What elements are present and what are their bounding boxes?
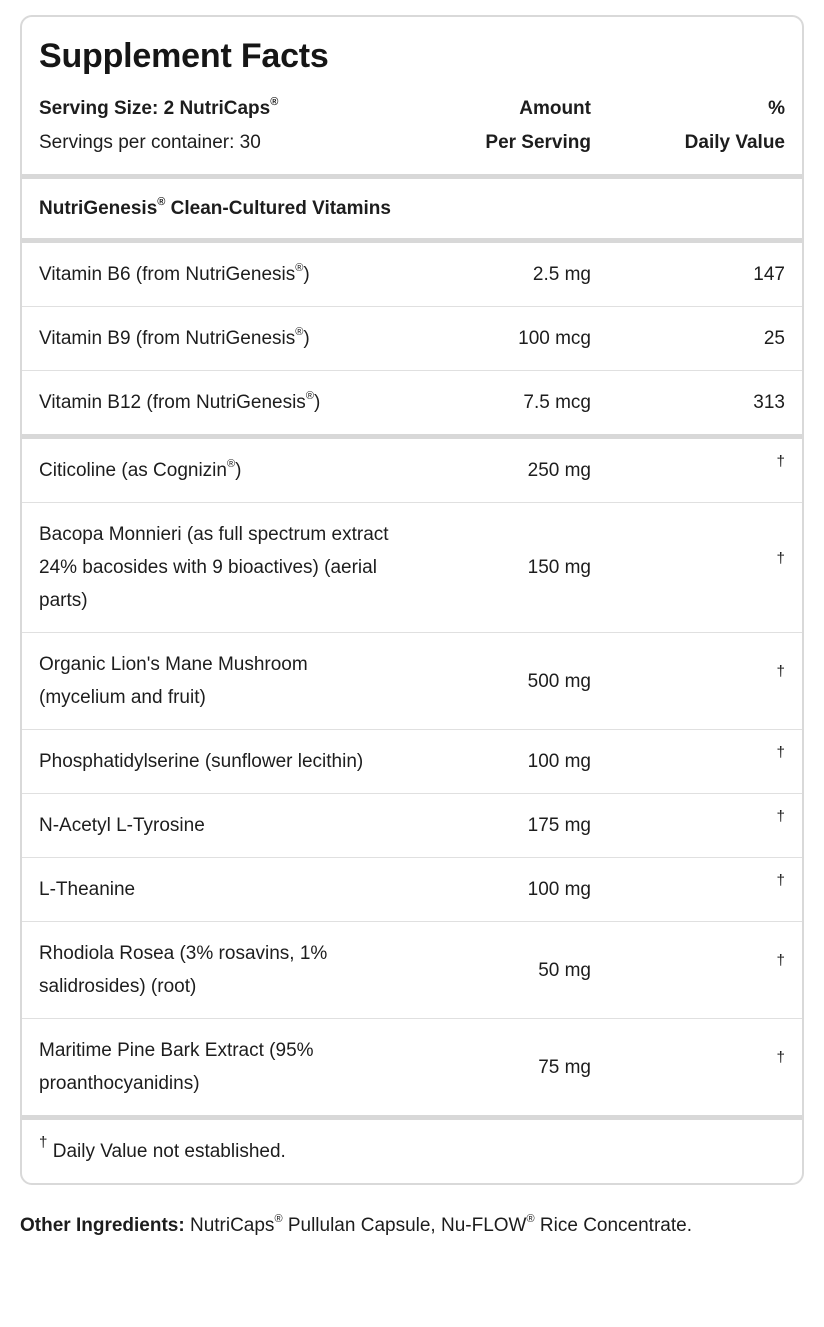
serving-info — [39, 92, 389, 160]
table-row — [22, 793, 802, 857]
ingredient-amount: 7.5 mcg — [523, 392, 591, 413]
ingredient-daily-value: † — [776, 871, 785, 889]
ingredient-daily-value: † — [776, 743, 785, 761]
ingredient-daily-value: † — [776, 549, 785, 567]
table-row — [22, 1018, 802, 1115]
ingredient-daily-value: † — [776, 452, 785, 470]
table-row — [22, 857, 802, 921]
other-ingredients — [20, 1211, 710, 1240]
ingredient-name: Vitamin B12 (from NutriGenesis®) — [39, 390, 321, 413]
dv-header-line1: % — [768, 98, 785, 119]
dv-header-line2: Daily Value — [684, 132, 785, 153]
table-row — [22, 434, 802, 502]
ingredient-name: Organic Lion's Mane Mushroom (mycelium and fruit) — [39, 654, 308, 708]
ingredient-daily-value: † — [776, 952, 785, 970]
table-row — [22, 632, 802, 729]
ingredient-amount: 175 mg — [527, 815, 591, 836]
ingredient-name: Rhodiola Rosea (3% rosavins, 1% salidrosides) (root) — [39, 943, 328, 997]
other-ingredients-label: Other Ingredients: — [20, 1215, 185, 1236]
ingredient-amount: 50 mg — [538, 959, 591, 981]
table-row — [22, 502, 802, 632]
label-header — [22, 17, 802, 174]
table-row — [22, 370, 802, 434]
ingredient-daily-value: 25 — [763, 328, 785, 349]
ingredient-amount: 100 mg — [527, 751, 591, 772]
table-row — [22, 729, 802, 793]
ingredient-name: L-Theanine — [39, 879, 136, 900]
footnote: † Daily Value not established. — [22, 1115, 802, 1183]
table-row — [22, 306, 802, 370]
ingredient-amount: 500 mg — [527, 670, 591, 692]
serving-size: Serving Size: 2 NutriCaps® — [39, 96, 279, 119]
label-title: Supplement Facts — [39, 37, 329, 75]
ingredient-name: Citicoline (as Cognizin®) — [39, 458, 242, 481]
ingredient-name: Vitamin B6 (from NutriGenesis®) — [39, 262, 310, 285]
supplement-facts-panel — [20, 15, 804, 1185]
ingredient-rows — [22, 238, 802, 1115]
ingredient-daily-value: 313 — [753, 392, 785, 413]
table-row — [22, 238, 802, 306]
ingredient-amount: 100 mcg — [518, 328, 591, 349]
ingredient-name: Vitamin B9 (from NutriGenesis®) — [39, 326, 310, 349]
daily-value-column-header — [591, 92, 785, 160]
amount-column-header — [389, 92, 591, 160]
ingredient-amount: 100 mg — [527, 879, 591, 900]
ingredient-name: N-Acetyl L-Tyrosine — [39, 815, 205, 836]
ingredient-name: Maritime Pine Bark Extract (95% proanthocyanidins) — [39, 1040, 314, 1094]
ingredient-name: Bacopa Monnieri (as full spectrum extract 24% bacosides with 9 bioactives) (aerial parts) — [39, 524, 389, 611]
ingredient-amount: 150 mg — [527, 557, 591, 578]
table-row — [22, 921, 802, 1018]
amount-header-line1: Amount — [519, 98, 591, 119]
ingredient-daily-value: † — [776, 807, 785, 825]
ingredient-amount: 2.5 mg — [532, 264, 591, 285]
ingredient-name: Phosphatidylserine (sunflower lecithin) — [39, 751, 364, 772]
amount-header-line2: Per Serving — [485, 132, 591, 153]
ingredient-daily-value: 147 — [753, 264, 785, 285]
ingredient-amount: 250 mg — [527, 460, 591, 481]
section-header: NutriGenesis® Clean-Cultured Vitamins — [22, 174, 802, 238]
ingredient-daily-value: † — [776, 1049, 785, 1067]
ingredient-amount: 75 mg — [538, 1056, 591, 1078]
column-headers — [39, 92, 785, 160]
other-ingredients-text: NutriCaps® Pullulan Capsule, Nu-FLOW® Rice Concentrate. — [184, 1213, 692, 1236]
servings-per-container: Servings per container: 30 — [39, 132, 261, 153]
ingredient-daily-value: † — [776, 663, 785, 681]
